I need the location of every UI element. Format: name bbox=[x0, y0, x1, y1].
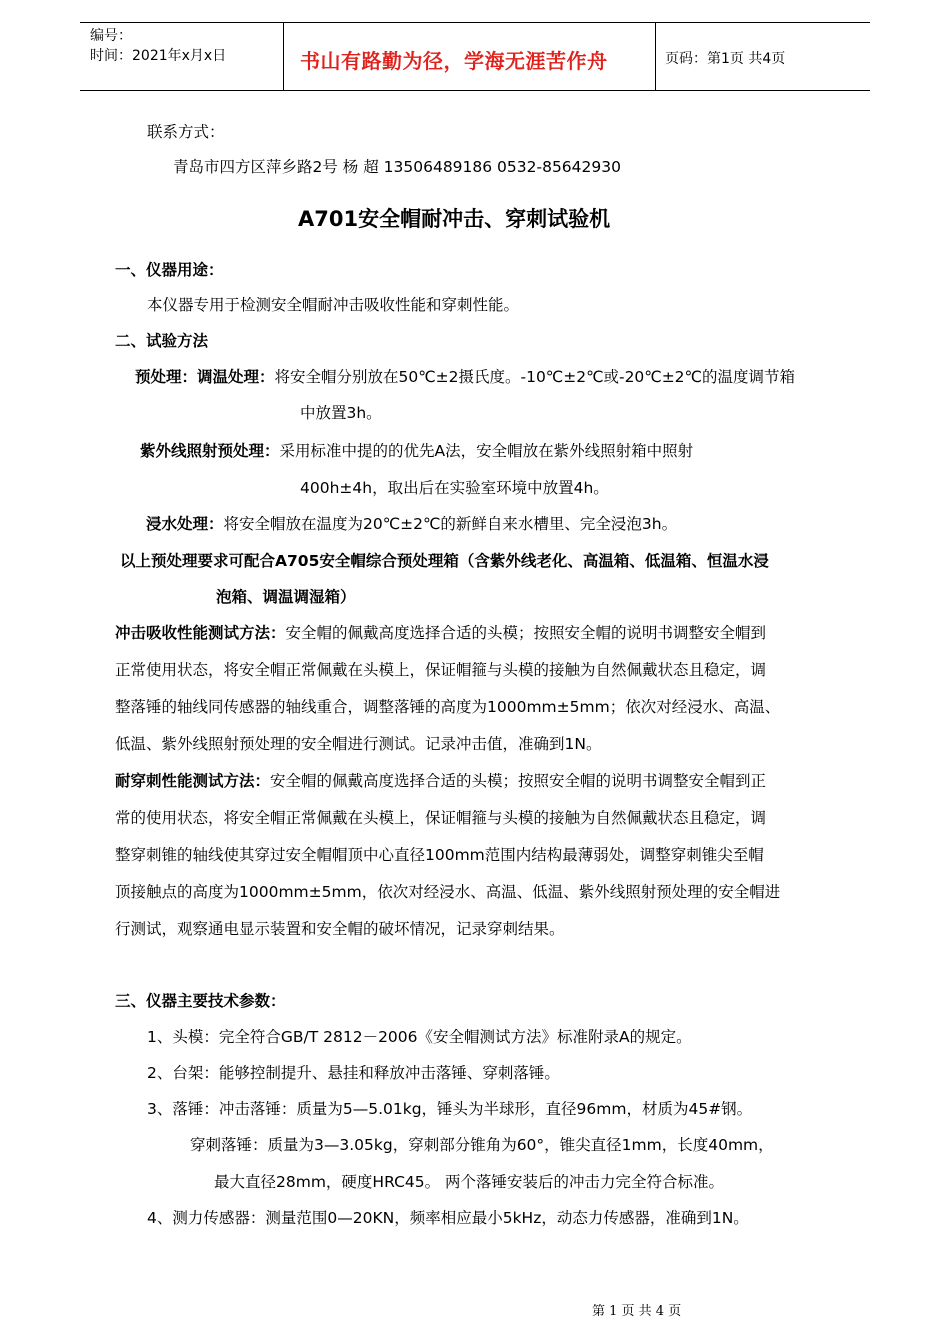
impact-label: 冲击吸收性能测试方法： bbox=[115, 624, 286, 642]
water-label: 浸水处理： bbox=[146, 515, 224, 533]
section1-text: 本仪器专用于检测安全帽耐冲击吸收性能和穿刺性能。 bbox=[147, 296, 520, 314]
section2-heading: 二、试验方法 bbox=[115, 332, 209, 350]
pierce-label: 耐穿刺性能测试方法： bbox=[115, 772, 271, 790]
spec-item-3: 3、落锤：冲击落锤：质量为5—5.01kg，锤头为半球形，直径96mm，材质为45#钢。 bbox=[147, 1100, 753, 1118]
spec-item-3c: 最大直径28mm，硬度HRC45。 两个落锤安装后的冲击力完全符合标准。 bbox=[214, 1173, 725, 1191]
pierce-line3: 整穿刺锥的轴线使其穿过安全帽帽顶中心直径100mm范围内结构最薄弱处，调整穿刺锥尖至帽 bbox=[115, 846, 764, 864]
page-footer: 第 1 页 共 4 页 bbox=[592, 1304, 682, 1319]
impact-line2: 正常使用状态，将安全帽正常佩戴在头模上，保证帽箍与头模的接触为自然佩戴状态且稳定，调 bbox=[115, 661, 767, 679]
section1-heading: 一、仪器用途： bbox=[115, 261, 224, 279]
uv-text1: 采用标准中提的的优先A法，安全帽放在紫外线照射箱中照射 bbox=[279, 442, 694, 460]
spec-item-3b: 穿刺落锤：质量为3—3.05kg，穿刺部分锥角为60°，锥尖直径1mm，长度40mm， bbox=[190, 1136, 774, 1154]
note-line1: 以上预处理要求可配合A705安全帽综合预处理箱（含紫外线老化、高温箱、低温箱、恒温水浸 bbox=[120, 552, 769, 570]
pierce-text1: 安全帽的佩戴高度选择合适的头模；按照安全帽的说明书调整安全帽到正 bbox=[270, 772, 767, 790]
pretreat-text2: 中放置3h。 bbox=[300, 404, 382, 422]
water-line bbox=[146, 514, 677, 534]
header-top-rule bbox=[80, 22, 870, 23]
pretreat-text1: 将安全帽分别放在50℃±2摄氏度。-10℃±2℃或-20℃±2℃的温度调节箱 bbox=[274, 368, 795, 386]
pierce-line5: 行测试，观察通电显示装置和安全帽的破坏情况，记录穿刺结果。 bbox=[115, 920, 565, 938]
impact-line3: 整落锤的轴线同传感器的轴线重合，调整落锤的高度为1000mm±5mm；依次对经浸水、高温、 bbox=[115, 698, 781, 716]
impact-line4: 低温、紫外线照射预处理的安全帽进行测试。记录冲击值，准确到1N。 bbox=[115, 735, 602, 753]
pretreat-label: 预处理：调温处理： bbox=[135, 368, 275, 386]
header-number-label: 编号： bbox=[90, 28, 132, 44]
page-title: A701安全帽耐冲击、穿刺试验机 bbox=[298, 207, 611, 231]
spec-item-2: 2、台架：能够控制提升、悬挂和释放冲击落锤、穿刺落锤。 bbox=[147, 1064, 560, 1082]
uv-line1 bbox=[140, 441, 693, 461]
header-time: 时间：2021年x月x日 bbox=[90, 48, 227, 64]
spec-item-4: 4、测力传感器：测量范围0—20KN，频率相应最小5kHz，动态力传感器，准确到1N。 bbox=[147, 1209, 749, 1227]
header-divider-left bbox=[283, 22, 284, 90]
uv-label: 紫外线照射预处理： bbox=[140, 442, 280, 460]
header-divider-right bbox=[655, 22, 656, 90]
impact-line1 bbox=[115, 623, 766, 643]
section3-heading: 三、仪器主要技术参数： bbox=[115, 992, 286, 1010]
note-line2: 泡箱、调温调湿箱） bbox=[216, 588, 356, 606]
header-bottom-rule bbox=[80, 90, 870, 91]
uv-text2: 400h±4h，取出后在实验室环境中放置4h。 bbox=[300, 479, 609, 497]
pierce-line4: 顶接触点的高度为1000mm±5mm，依次对经浸水、高温、低温、紫外线照射预处理的安全帽进 bbox=[115, 883, 781, 901]
impact-text1: 安全帽的佩戴高度选择合适的头模；按照安全帽的说明书调整安全帽到 bbox=[285, 624, 767, 642]
contact-label: 联系方式： bbox=[147, 123, 225, 141]
pierce-line1 bbox=[115, 771, 766, 791]
pretreat-line1 bbox=[135, 367, 795, 387]
spec-item-1: 1、头模：完全符合GB/T 2812－2006《安全帽测试方法》标准附录A的规定。 bbox=[147, 1028, 692, 1046]
water-text: 将安全帽放在温度为20℃±2℃的新鲜自来水槽里、完全浸泡3h。 bbox=[223, 515, 678, 533]
header-motto: 书山有路勤为径，学海无涯苦作舟 bbox=[300, 49, 608, 73]
header-page-code: 页码：第1页 共4页 bbox=[665, 51, 786, 67]
contact-detail: 青岛市四方区萍乡路2号 杨 超 13506489186 0532-85642930 bbox=[173, 158, 621, 176]
pierce-line2: 常的使用状态，将安全帽正常佩戴在头模上，保证帽箍与头模的接触为自然佩戴状态且稳定，调 bbox=[115, 809, 767, 827]
